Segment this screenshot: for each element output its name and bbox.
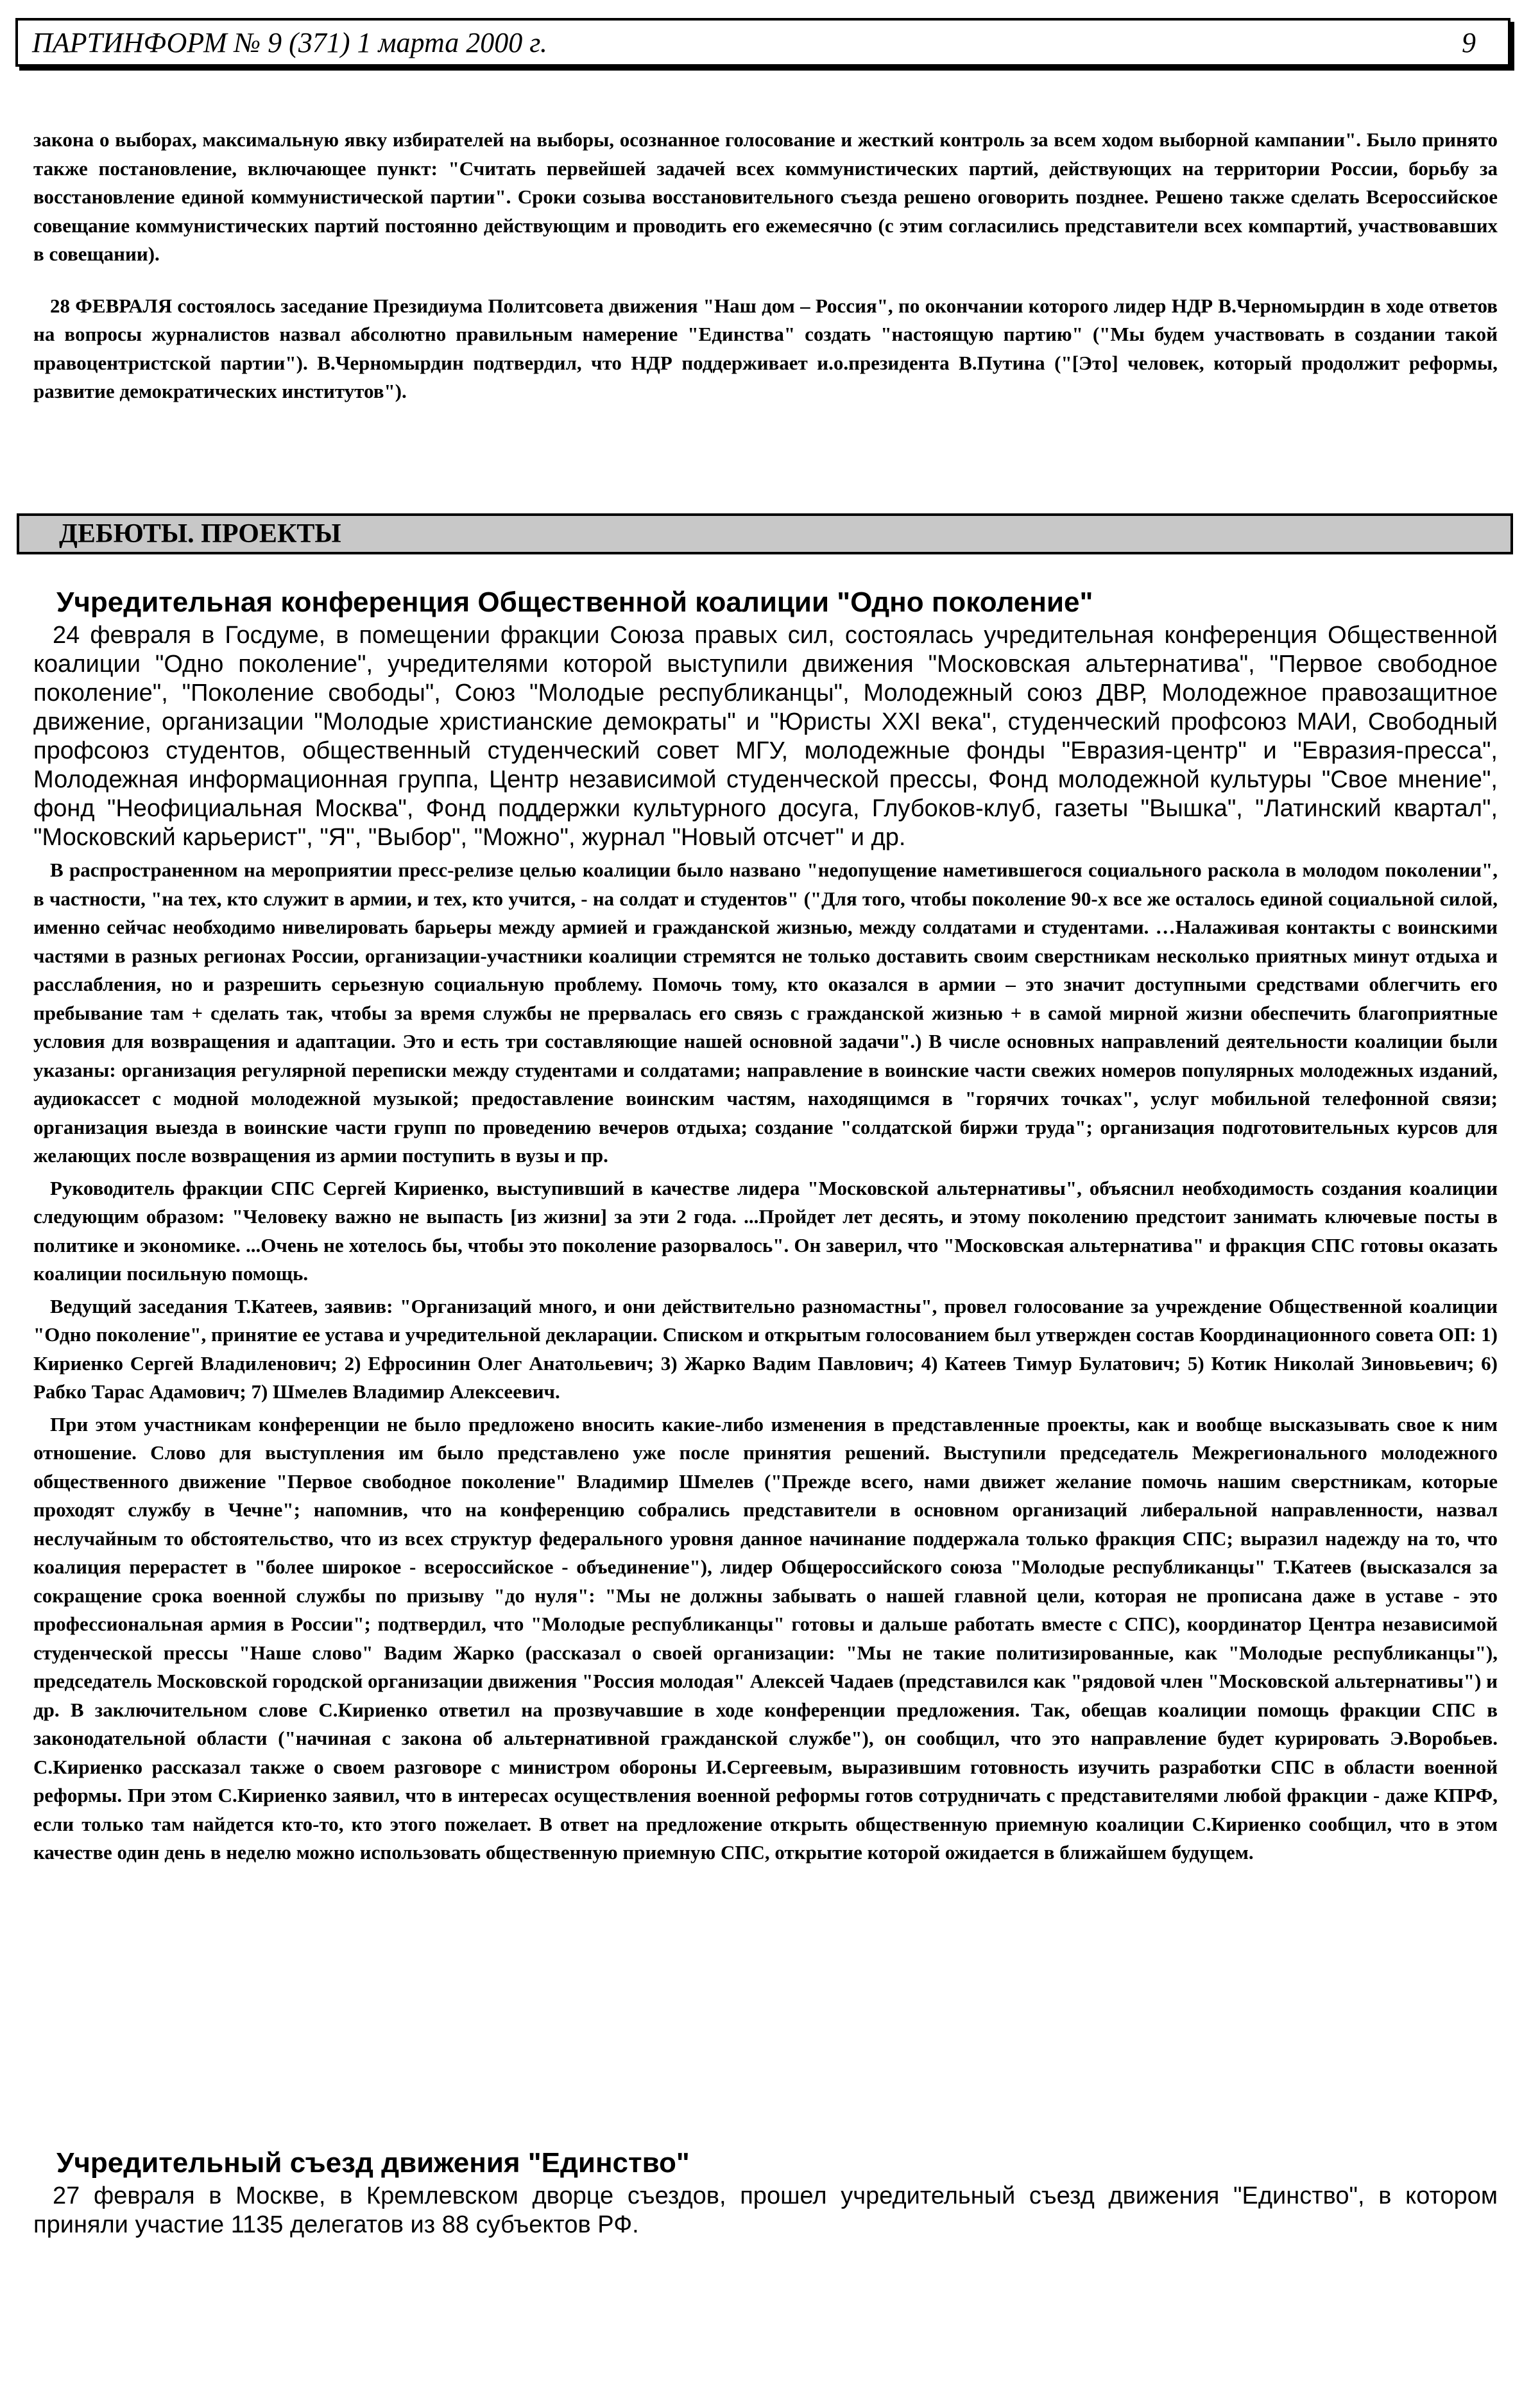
article-paragraph: Руководитель фракции СПС Сергей Кириенко, выступивший в качестве лидера "Московской альтернативы", объяснил необходимость создания коалиции следующим образом: "Человеку важно не выпасть [из жизни] за эти 2 года. ...Пройдет лет десять, и этому поколению предстоит занимать ключевые посты в политике и экономике. ...Очень не хотелось бы, чтобы это поколение разорвалось". Он заверил, что "Московская альтернатива" и фракция СПС готовы оказать коалиции посильную помощь. bbox=[33, 1176, 1498, 1285]
article-title: Учредительный съезд движения "Единство" bbox=[56, 2147, 690, 2179]
article-body bbox=[33, 2182, 1498, 2240]
article-paragraph: При этом участникам конференции не было предложено вносить какие-либо изменения в представленные проекты, как и вообще высказывать свое к ним отношение. Слово для выступления им было представлено уже после принятия решений. Выступили председатель Межрегионального молодежного общественного движение "Первое свободное поколение" Владимир Шмелев ("Прежде всего, нами движет желание помочь нашим сверстникам, которые проходят службу в Чечне"; напомнив, что на конференцию собрались представители в основном организаций либеральной направленности, назвал неслучайным то обстоятельство, что из всех структур федерального уровня данное начинание поддержала только фракция СПС; выразил надежду на то, что коалиция перерастет в "более широкое - всероссийское - объединение"), лидер Общероссийского союза "Молодые республиканцы" Т.Катеев (высказался за сокращение срока военной службы по призыву "до нуля": "Мы не должны забывать о нашей главной цели, которая не прописана даже в уставе - это профессиональная армия в России"; подтвердил, что "Молодые республиканцы" готовы и дальше работать вместе с СПС), координатор Центра независимой студенческой прессы "Наше слово" Вадим Жарко (рассказал о своей организации: "Мы не такие политизированные, как "Молодые республиканцы"), председатель Московской городской организации движения "Россия молодая" Алексей Чадаев (представился как "рядовой член "Московской альтернативы") и др. В заключительном слове С.Кириенко ответил на прозвучавшие в ходе конференции предложения. Так, обещав коалиции помощь фракции СПС в законодательной области ("начиная с закона об альтернативной гражданской службе"), он сообщил, что это направление будет курировать Э.Воробьев. С.Кириенко рассказал также о своем разговоре с министром обороны И.Сергеевым, выразившим готовность изучить разработки СПС в области военной реформы. При этом С.Кириенко заявил, что в интересах осуществления военной реформы готов сотрудничать с представителями любой фракции - даже КПРФ, если только там найдется кто-то, кто этого пожелает. В ответ на предложение открыть общественную приемную коалиции С.Кириенко сообщил, что в этом качестве один день в неделю можно использовать общественную приемную СПС, открытие которой ожидается в ближайшем будущем. bbox=[33, 1412, 1498, 1864]
article-paragraph: В распространенном на мероприятии пресс-релизе целью коалиции было названо "недопущение наметившегося социального раскола в молодом поколении", в частности, "на тех, кто служит в армии, и тех, кто учится, - на солдат и студентов" ("Для того, чтобы поколение 90-х все же осталось единой социальной силой, именно сейчас необходимо нивелировать барьеры между армией и гражданской жизнью, между солдатами и студентами. …Налаживая контакты с воинскими частями в разных регионах России, организации-участники коалиции стремятся не только доставить своим сверстникам несколько приятных минут отдыха и расслабления, но и разрешить серьезную социальную проблему. Помочь тому, кто оказался в армии – это значит доступными средствами облегчить его пребывание там + сделать так, чтобы за время службы не прервалась его связь с гражданской жизнью + в самой мирной жизни обеспечить благоприятные условия для возвращения и адаптации. Это и есть три составляющие нашей основной задачи".) В числе основных направлений деятельности коалиции были указаны: организация регулярной переписки между студентами и солдатами; направление в воинские части свежих номеров популярных молодежных изданий, аудиокассет с модной молодежной музыкой; предоставление воинским частям, находящимся в "горячих точках", услуг мобильной телефонной связи; организация выезда в воинские части групп по проведению вечеров отдыха; создание "солдатской биржи труда"; организация подготовительных курсов для желающих после возвращения из армии поступить в вузы и пр. bbox=[33, 859, 1498, 1167]
page-header bbox=[15, 18, 1510, 67]
article-body bbox=[33, 621, 1498, 1867]
page-number: 9 bbox=[1462, 26, 1476, 58]
section-heading: ДЕБЮТЫ. ПРОЕКТЫ bbox=[17, 513, 1513, 554]
article-lead: 24 февраля в Госдуме, в помещении фракции Союза правых сил, состоялась учредительная конференция Общественной коалиции "Одно поколение", учредителями которой выступили движения "Московская альтернатива", "Первое свободное поколение", "Поколение свободы", Союз "Молодые республиканцы", Молодежный союз ДВР, Молодежное правозащитное движение, организации "Молодые христианские демократы" и "Юристы XXI века", студенческий профсоюз МАИ, Свободный профсоюз студентов, общественный студенческий совет МГУ, молодежные фонды "Евразия-центр" и "Евразия-пресса", Молодежная информационная группа, Центр независимой студенческой прессы, Фонд молодежной культуры "Свое мнение", фонд "Неофициальная Москва", Фонд поддержки культурного досуга, Глубоков-клуб, газеты "Вышка", "Латинский квартал", "Московский карьерист", "Я", "Выбор", "Можно", журнал "Новый отсчет" и др. bbox=[33, 622, 1498, 851]
intro-paragraph: закона о выборах, максимальную явку избирателей на выборы, осознанное голосование и жесткий контроль за всем ходом выборной кампании". Было принято также постановление, включающее пункт: "Считать первейшей задачей всех коммунистических партий, действующих на территории России, борьбу за восстановление единой коммунистической партии". Сроки созыва восстановительного съезда решено оговорить позднее. Решено также сделать Всероссийское совещание коммунистических партий постоянно действующим и проводить его ежемесячно (с этим согласились представители всех компартий, участвовавших в совещании). bbox=[33, 128, 1498, 265]
article-lead: 27 февраля в Москве, в Кремлевском дворце съездов, прошел учредительный съезд движения "Единство", в котором приняли участие 1135 делегатов из 88 субъектов РФ. bbox=[33, 2182, 1498, 2238]
article-paragraph: Ведущий заседания Т.Катеев, заявив: "Организаций много, и они действительно разномастны", провел голосование за учреждение Общественной коалиции "Одно поколение", принятие ее устава и учредительной декларации. Списком и открытым голосованием был утвержден состав Координационного совета ОП: 1) Кириенко Сергей Владиленович; 2) Ефросинин Олег Анатольевич; 3) Жарко Вадим Павлович; 4) Катеев Тимур Булатович; 5) Котик Николай Зиновьевич; 6) Рабко Тарас Адамович; 7) Шмелев Владимир Алексеевич. bbox=[33, 1294, 1498, 1403]
newspaper-title: ПАРТИНФОРМ № 9 (371) 1 марта 2000 г. bbox=[32, 26, 547, 58]
intro-paragraph: 28 ФЕВРАЛЯ состоялось заседание Президиума Политсовета движения "Наш дом – Россия", по окончании которого лидер НДР В.Черномырдин в ходе ответов на вопросы журналистов назвал абсолютно правильным намерение "Единства" создать "настоящую партию" ("Мы будем участвовать в создании такой правоцентристской партии"). В.Черномырдин подтвердил, что НДР поддерживает и.о.президента В.Путина ("[Это] человек, который продолжит реформы, развитие демократических институтов"). bbox=[33, 294, 1498, 402]
intro-text bbox=[33, 126, 1498, 406]
article-title: Учредительная конференция Общественной коалиции "Одно поколение" bbox=[56, 587, 1093, 618]
